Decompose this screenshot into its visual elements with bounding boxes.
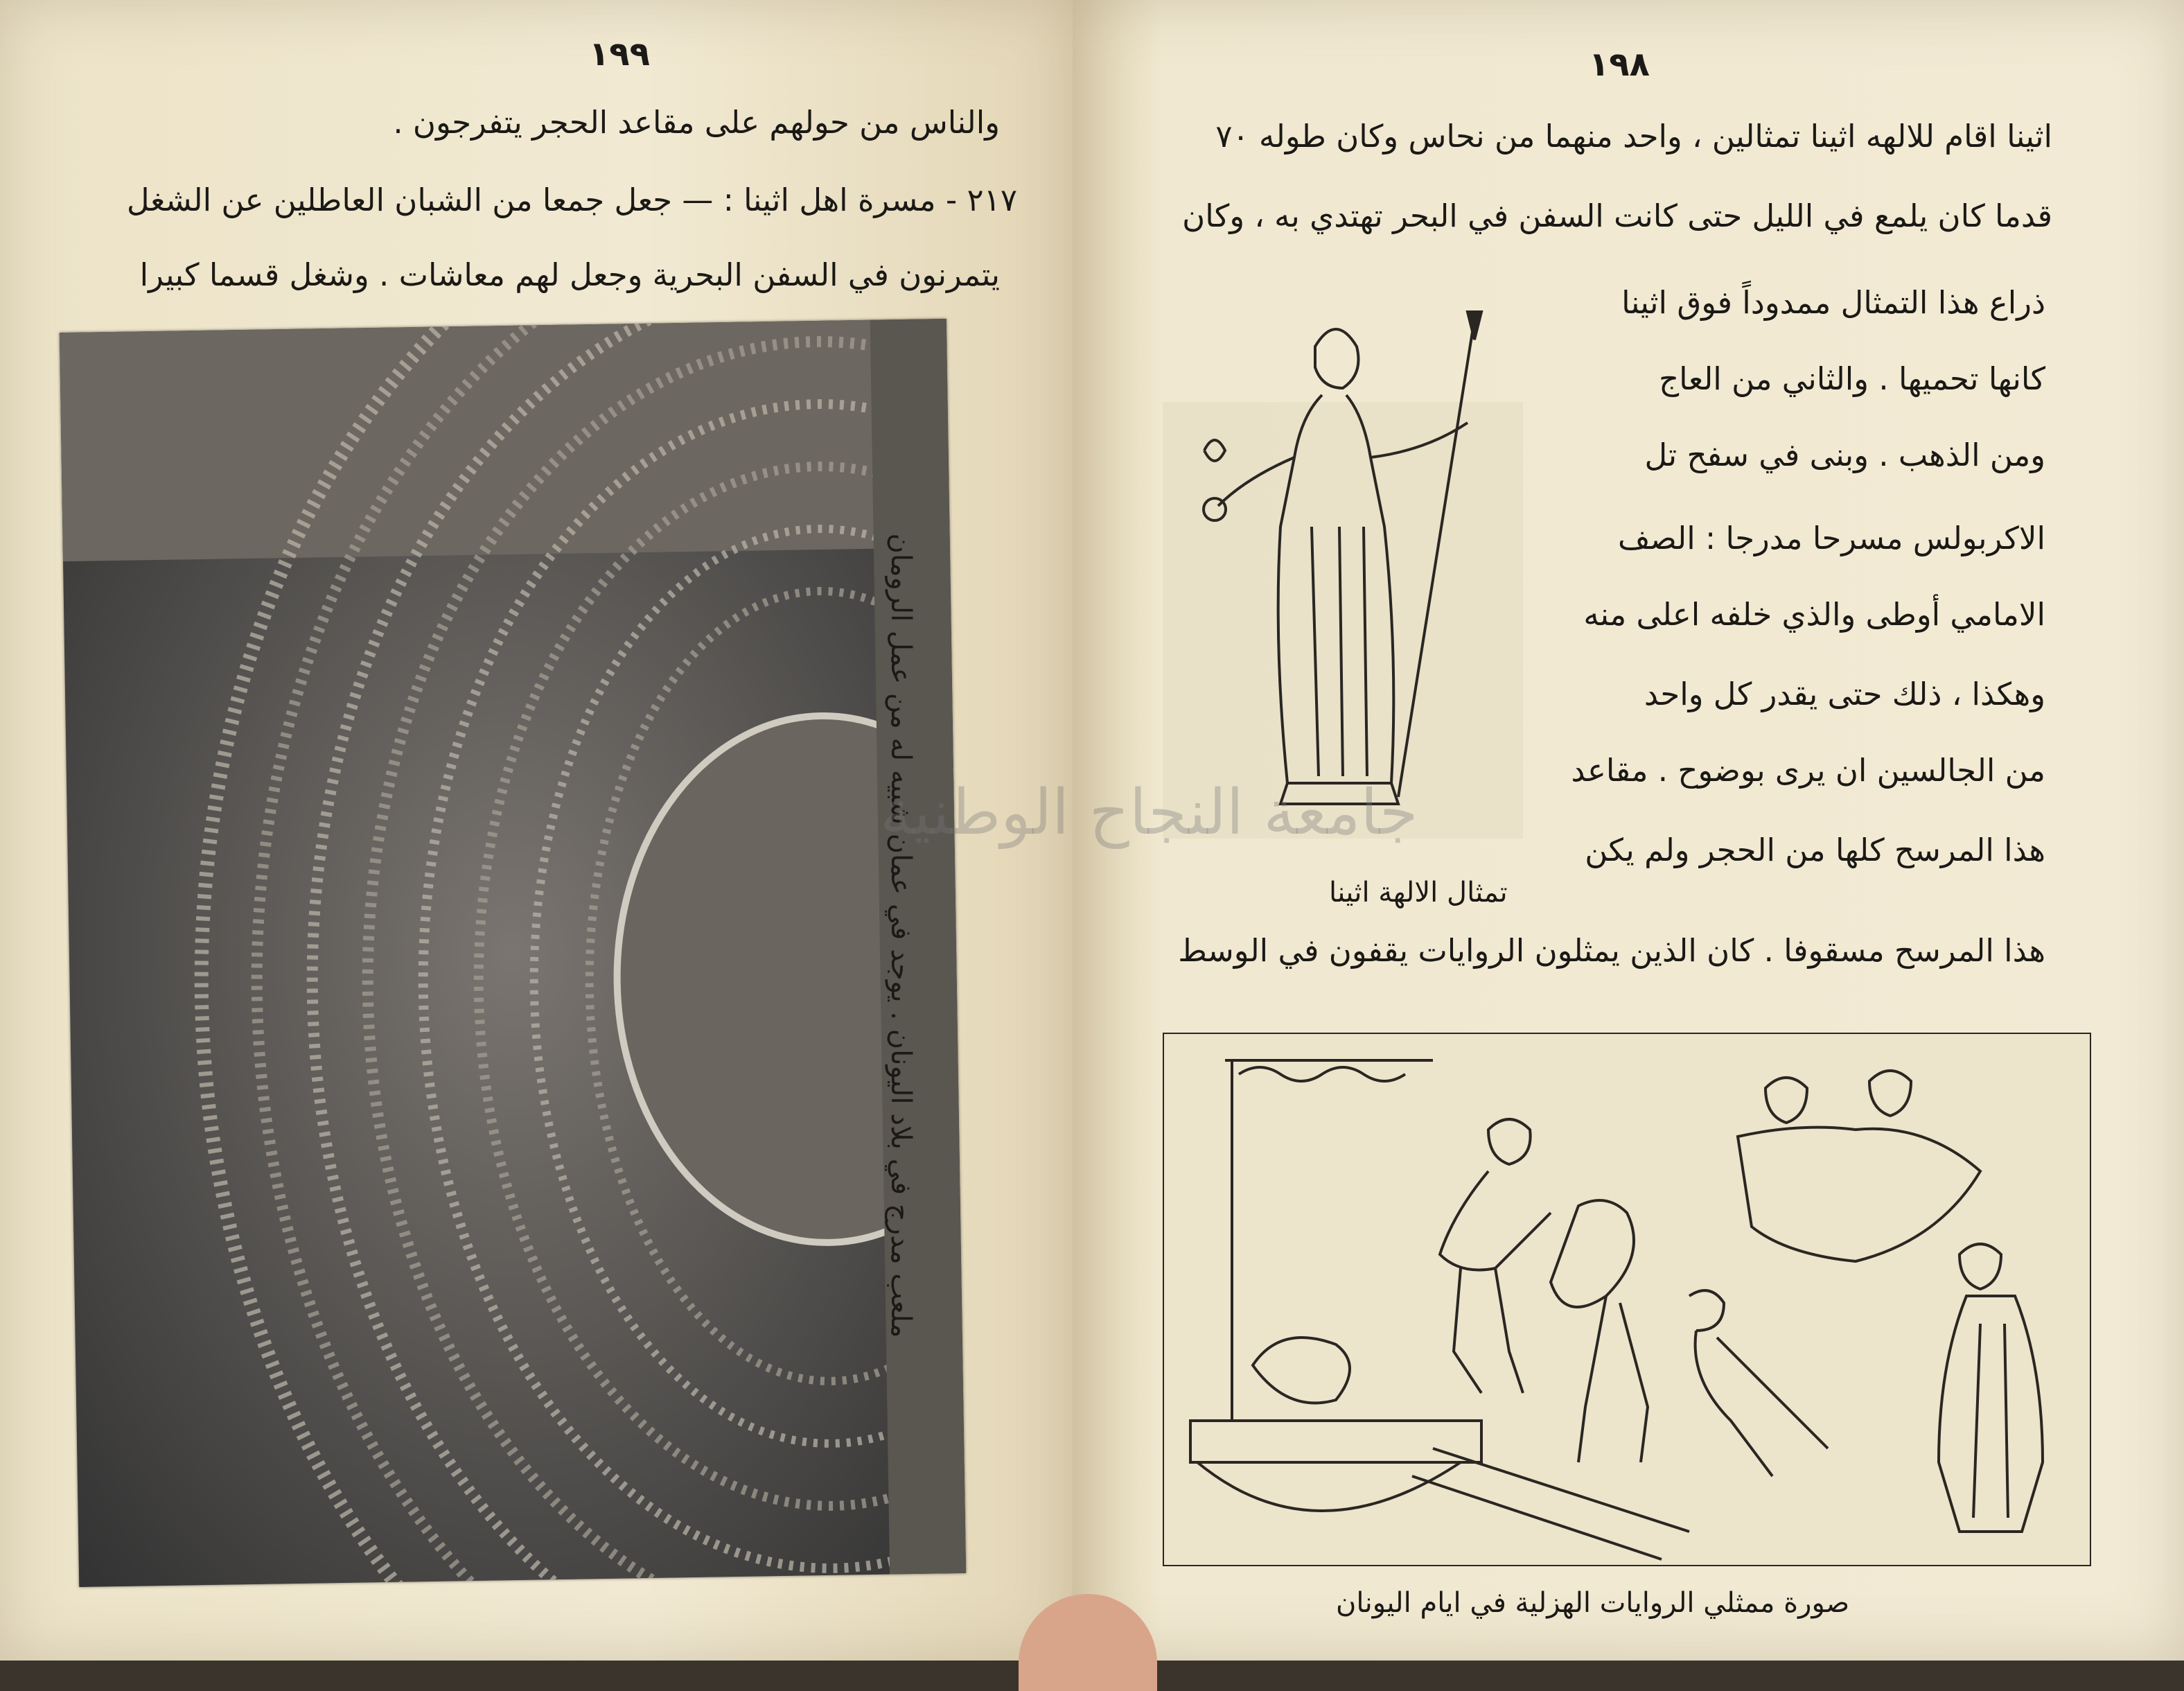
text-line: ومن الذهب . وبنى في سفح تل xyxy=(1644,437,2045,473)
watermark: جامعة النجاح الوطنية xyxy=(880,776,1418,849)
text-line: والناس من حولهم على مقاعد الحجر يتفرجون . xyxy=(393,104,1000,141)
text-line: الاكربولس مسرحا مدرجا : الصف xyxy=(1617,520,2045,557)
text-line: من الجالسين ان يرى بوضوح . مقاعد xyxy=(1571,752,2045,789)
text-line: الامامي أوطى والذي خلفه اعلى منه xyxy=(1583,596,2045,633)
text-line: ذراع هذا التمثال ممدوداً فوق اثينا xyxy=(1621,284,2045,321)
comedy-actors-illustration xyxy=(1163,1033,2091,1566)
text-line: كانها تحميها . والثاني من العاج xyxy=(1659,360,2045,397)
figure-caption: تمثال الالهة اثينا xyxy=(1329,877,1508,909)
figure-caption: صورة ممثلي الروايات الهزلية في ايام اليونان xyxy=(1336,1587,1850,1619)
page-number: ١٩٩ xyxy=(589,35,650,73)
photo-caption: ملعب مدرج في بلاد اليونان . يوجد في عمان شبيه له من عمل الرومان xyxy=(885,533,917,1338)
text-line: يتمرنون في السفن البحرية وجعل لهم معاشات . وشغل قسما كبيرا xyxy=(139,256,1000,293)
amphitheatre-photo xyxy=(60,319,966,1587)
text-line: قدما كان يلمع في الليل حتى كانت السفن في البحر تهتدي به ، وكان xyxy=(1182,198,2052,234)
text-line: ٢١٧ - مسرة اهل اثينا : — جعل جمعا من الشبان العاطلين عن الشغل xyxy=(126,182,1017,218)
athena-statue-illustration xyxy=(1163,298,1523,839)
text-line: وهكذا ، ذلك حتى يقدر كل واحد xyxy=(1644,676,2045,712)
text-line: هذا المرسح مسقوفا . كان الذين يمثلون الروايات يقفون في الوسط xyxy=(1178,932,2045,969)
page-number: ١٩٨ xyxy=(1589,45,1650,84)
text-line: هذا المرسح كلها من الحجر ولم يكن xyxy=(1585,832,2045,868)
text-line: اثينا اقام للالهه اثينا تمثالين ، واحد منهما من نحاس وكان طوله ٧٠ xyxy=(1215,118,2052,155)
